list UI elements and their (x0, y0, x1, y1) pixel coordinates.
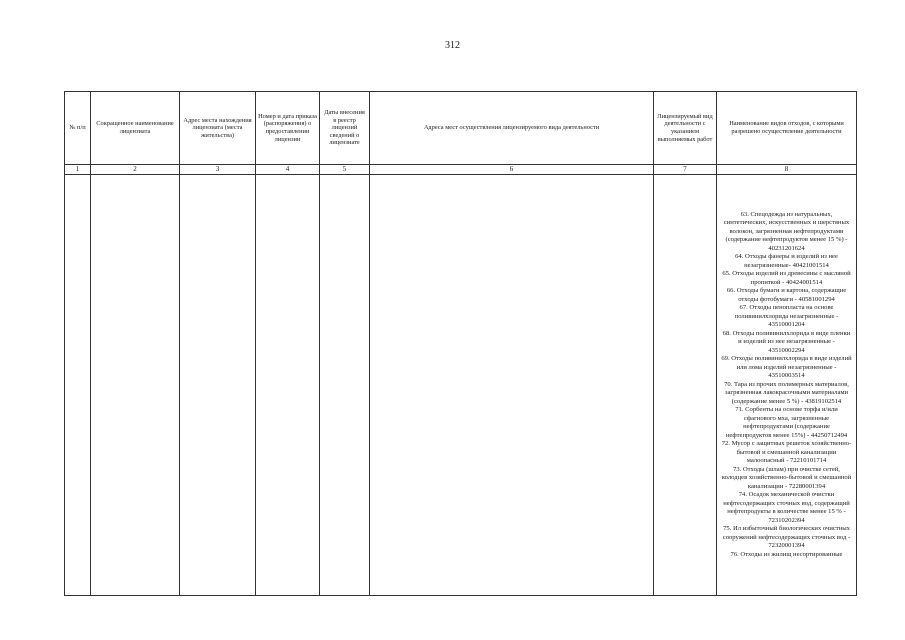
header-cell-licensee-name: Сокращенное наименование лицензиата (91, 92, 180, 165)
header-cell-order-number-date: Номер и дата приказа (распоряжения) о предоставлении лицензии (256, 92, 320, 165)
list-item: 71. Сорбенты на основе торфа и/или сфагнового мха, загрязненные нефтепродуктами (содержание нефтепродуктов менее 15%) - 44250712494 (725, 406, 848, 439)
column-number-cell: 3 (180, 165, 256, 175)
column-number-cell: 1 (65, 165, 91, 175)
list-item: 74. Осадок механической очистки нефтесодержащих сточных вод, содержащий нефтепродукты в количестве менее 15 % - 72310202394 (723, 491, 850, 524)
list-item: 65. Отходы изделий из древесины с масляной пропиткой - 40424001514 (722, 270, 851, 286)
empty-cell (180, 175, 256, 596)
header-cell-number: № п/п (65, 92, 91, 165)
list-item: 75. Ил избыточный биологических очистных сооружений нефтесодержащих сточных вод - 72320001394 (722, 525, 851, 550)
empty-cell (65, 175, 91, 596)
header-cell-licensee-address: Адрес места нахождения лицензиата (места жительства) (180, 92, 256, 165)
header-cell-licensed-activity: Лицензируемый вид деятельности с указанием выполняемых работ (654, 92, 717, 165)
column-number-cell: 6 (370, 165, 654, 175)
empty-cell (320, 175, 370, 596)
column-number-cell: 7 (654, 165, 717, 175)
column-number-row (65, 165, 857, 175)
table-row (65, 175, 857, 596)
list-item: 68. Отходы поливинилхлорида в виде пленки и изделий из нее незагрязненные - 43510002294 (722, 329, 851, 354)
column-number-cell: 5 (320, 165, 370, 175)
list-item: 70. Тара из прочих полимерных материалов, загрязненная лакокрасочными материалами (содержание менее 5 %) - 43819102514 (724, 380, 849, 405)
list-item: 73. Отходы (шлам) при очистке сетей, колодцев хозяйственно-бытовой и смешанной канализации - 72280001394 (721, 465, 852, 490)
waste-list (719, 211, 854, 560)
list-item: 69. Отходы поливинилхлорида в виде изделий или лома изделий незагрязненные - 43510003514 (721, 355, 852, 380)
license-registry-table (64, 91, 857, 596)
list-item: 63. Спецодежда из натуральных, синтетических, искусственных и шерстяных волокон, загрязненная нефтепродуктами (содержание нефтепродуктов менее 15 %) - 40231201624 (723, 210, 850, 252)
header-cell-registry-dates: Даты внесения в реестр лицензий сведений о лицензиате (320, 92, 370, 165)
empty-cell (256, 175, 320, 596)
column-number-cell: 2 (91, 165, 180, 175)
list-item: 72. Мусор с защитных решеток хозяйственно-бытовой и смешанной канализации малоопасный - 72210101714 (721, 440, 852, 465)
empty-cell (91, 175, 180, 596)
empty-cell (654, 175, 717, 596)
list-item: 64. Отходы фанеры и изделий из нее незагрязненные- 40421001514 (735, 253, 838, 269)
header-cell-activity-addresses: Адреса мест осуществления лицензируемого вида деятельности (370, 92, 654, 165)
column-number-cell: 4 (256, 165, 320, 175)
table-header-row (65, 92, 857, 165)
list-item: 66. Отходы бумаги и картона, содержащие отходы фотобумаги - 40581001294 (726, 287, 847, 303)
column-number-cell: 8 (717, 165, 857, 175)
waste-types-cell (717, 175, 857, 596)
list-item: 76. Отходы из жилищ несортированные (730, 550, 843, 558)
page-number: 312 (445, 40, 460, 51)
list-item: 67. Отходы пенопласта на основе поливинилхлорида незагрязненные - 43510001204 (734, 304, 839, 329)
empty-cell (370, 175, 654, 596)
header-cell-waste-types: Наименование видов отходов, с которыми разрешено осуществление деятельности (717, 92, 857, 165)
